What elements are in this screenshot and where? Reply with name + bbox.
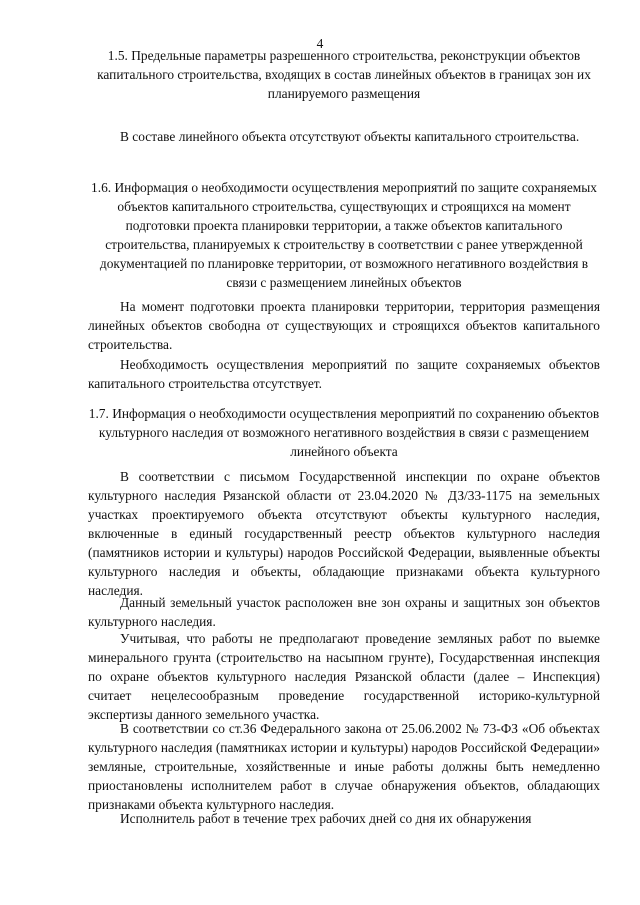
section-1-5-heading: 1.5. Предельные параметры разрешенного строительства, реконструкции объектов капитального строительства, входящих в состав линейных объектов в границах зон их планируемого размещения <box>97 48 591 101</box>
section-1-7-paragraph-3: Учитывая, что работы не предполагают проведение земляных работ по выемке минерального грунта (строительство на насыпном грунте), Государственная инспекция по охране объектов культурного наследия Рязанской области (далее – Инспекция) считает нецелесообразным проведение государственной историко-культурной экспертизы данного земельного участка. <box>88 631 600 722</box>
section-1-6-paragraph-2: Необходимость осуществления мероприятий по защите сохраняемых объектов капитального строительства отсутствует. <box>88 357 600 391</box>
page-number: 4 <box>316 36 324 51</box>
section-1-7-paragraph-4: В соответствии со ст.36 Федерального закона от 25.06.2002 № 73-ФЗ «Об объектах культурного наследия (памятниках истории и культуры) народов Российской Федерации» земляные, строительные, хозяйственные и иные работы должны быть немедленно приостановлены исполнителем работ в случае обнаружения объектов, обладающих признаками объекта культурного наследия. <box>88 721 600 812</box>
section-1-7-paragraph-2: Данный земельный участок расположен вне зон охраны и защитных зон объектов культурного наследия. <box>88 595 600 629</box>
section-1-7-heading: 1.7. Информация о необходимости осуществления мероприятий по сохранению объектов культурного наследия от возможного негативного воздействия в связи с размещением линейного объекта <box>88 406 600 459</box>
section-1-7-paragraph-5: Исполнитель работ в течение трех рабочих дней со дня их обнаружения <box>120 811 532 826</box>
section-1-6-heading: 1.6. Информация о необходимости осуществления мероприятий по защите сохраняемых объектов капитального строительства, существующих и строящихся на момент подготовки проекта планировки территории, а также объектов капитального строительства, планируемых к строительству в соответствии с ранее утвержденной документацией по планировке территории, от возможного негативного воздействия в связи с размещением линейных объектов <box>91 180 597 290</box>
section-1-5-paragraph-1: В составе линейного объекта отсутствуют объекты капитального строительства. <box>120 129 580 144</box>
section-1-6-paragraph-1: На момент подготовки проекта планировки территории, территория размещения линейных объектов свободна от существующих и строящихся объектов капитального строительства. <box>88 299 600 352</box>
section-1-7-paragraph-1: В соответствии с письмом Государственной инспекции по охране объектов культурного наследия Рязанской области от 23.04.2020 № ДЗ/33-1175 на земельных участках проектируемого объекта отсутствуют объекты культурного наследия, включенные в единый государственный реестр объектов культурного наследия (памятников истории и культуры) народов Российской Федерации, выявленные объекты культурного наследия и объекты, обладающие признаками объекта культурного наследия. <box>88 469 600 598</box>
